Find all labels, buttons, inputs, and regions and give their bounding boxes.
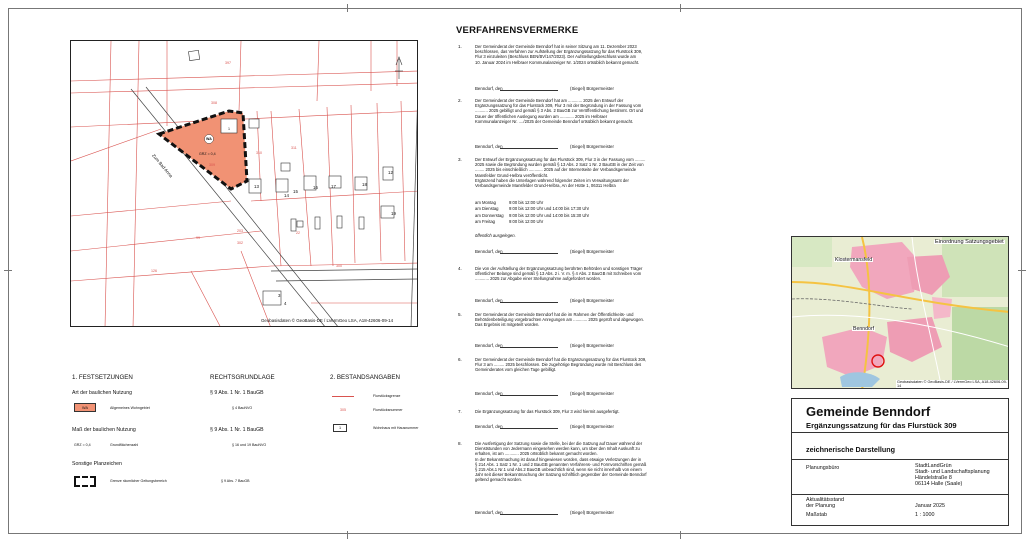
parcel-number: 99 [196, 236, 200, 240]
legend-sonstige-title: Sonstige Planzeichen [72, 461, 122, 467]
hours-day: am Freitag [475, 219, 496, 225]
hours-time: 9:00 bis 12:00 Uhr [509, 200, 544, 205]
step-text: Der Gemeinderat der Gemeinde Benndorf hat in seiner Sitzung am 11. Dezember 2023 beschlossen, das Verfahren zur Aufstellung der Ergänzungssatzung für das Flurstück 309, Flur 3 einzuleiten (Beschluss BEN/BV/147/2023). Der Aufstellungsbeschluss wurde am 10. Januar 2024 im Helbraer Kommunalanzeiger Nr. 1/2024 ortsüblich bekannt gemacht. [475, 44, 643, 65]
signature-place: Benndorf, den [475, 391, 503, 396]
fold-mark [1018, 270, 1026, 271]
signature-line [500, 148, 558, 149]
signature-line [500, 514, 558, 515]
hausnummer-symbol-label: 1 [338, 426, 342, 430]
opening-hours [475, 200, 655, 226]
zone-code: WA [206, 137, 212, 141]
step-text: Der Gemeinderat der Gemeinde Benndorf hat am ............ 2025 den Entwurf der Ergänzungssatzung für das Flurstück 309, Flur 3 mit der Begründung in der Fassung vom ........... 2025 gebilligt und gemäß § 3 Abs. 2 BauGB zur Veröffentlichung bestimmt. Ort und Dauer der öffentlichen Auslegung wurden am ............ 2025 im Helbraer Kommunalanzeiger Nr. ..../2025 der Gemeinde Benndorf ortsüblich bekannt gemacht. [475, 98, 643, 124]
house-number: 16 [313, 185, 318, 190]
overview-map-drawing [792, 237, 1009, 389]
cadastral-map [70, 40, 418, 327]
legend-bestand-title: 2. BESTANDSANGABEN [330, 374, 401, 381]
legend-art-title: Art der baulichen Nutzung [72, 390, 132, 396]
house-number: 15 [293, 189, 298, 194]
parcel-number: 310 [256, 151, 262, 155]
fold-mark [4, 270, 12, 271]
legend-grz-symbol: GRZ = 0,4 [74, 443, 91, 447]
ausgelegen-text: öffentlich ausgelegen. [475, 233, 516, 238]
parcel-number: 302 [237, 241, 243, 245]
step-number: 7. [458, 409, 462, 414]
overview-label-benndorf: Benndorf [853, 326, 875, 332]
step-number: 5. [458, 312, 462, 317]
legend-wa-label: Allgemeines Wohngebiet [110, 406, 150, 410]
flurstuecksgrenze-symbol [332, 396, 354, 397]
overview-map [791, 236, 1009, 389]
house-number: 18 [362, 182, 367, 187]
parcel-number: 309 [209, 163, 215, 167]
signature-role: (Siegel) Bürgermeister [570, 86, 614, 91]
parcel-number: 300 [336, 264, 342, 268]
legend-mass-ref: § 9 Abs. 1 Nr. 1 BauGB [210, 427, 264, 433]
signature-line [500, 90, 558, 91]
house-number: 12 [388, 170, 393, 175]
wa-swatch-label: WA [82, 406, 88, 410]
signature-role: (Siegel) Bürgermeister [570, 343, 614, 348]
step-number: 8. [458, 441, 462, 446]
legend-grenze-label: Grenze räumlicher Geltungsbereich [110, 479, 167, 483]
step-text: Der Gemeinderat der Gemeinde Benndorf hat die im Rahmen der Öffentlichkeits- und Behördenbeteiligung vorgebrachten Anregungen am ............ 2025 geprüft und abgewogen. Das Ergebnis ist mitgeteilt worden. [475, 312, 645, 328]
house-number: 4 [284, 301, 287, 306]
grz-value: GRZ = 0,4 [199, 152, 216, 156]
step-number: 4. [458, 266, 462, 271]
legend-flurstuecksnummer: Flurstücksnummer [373, 408, 403, 412]
step-text: Die Ausfertigung der Satzung sowie die Stelle, bei der die Satzung auf Dauer während der Dienststunden von Jedermann eingesehen werden kann, um über den Inhalt Auskunft zu erhalten, ist am ............ 2025 ortsüblich bekannt gemacht worden. In der Bekanntmachung ist darauf hingewiesen worden, dass etwaige Verletzungen der in § 214 Abs. 1 Satz 1 Nr. 1 und 2 BauGB genannten Verfahrens- und Formvorschriften gemäß § 215 Abs.1 Nr.1 und Abs.2 BauGB unbeachtlich sind, wenn sie nicht innerhalb von einem Jahr seit dieser Bekanntmachung der Satzung schriftlich gegenüber der Gemeinde Benndorf geltend gemacht worden. [475, 441, 647, 483]
aktualitaet-label-2: der Planung [806, 503, 836, 509]
signature-place: Benndorf, den [475, 86, 503, 91]
hours-time: 9:00 bis 12:00 Uhr und 14:00 bis 17:30 Uhr [509, 206, 590, 212]
legend-festsetzungen-title: 1. FESTSETZUNGEN [72, 374, 133, 381]
hours-time: 9:00 bis 12:00 Uhr [509, 219, 544, 225]
legend-rechtsgrundlage-title: RECHTSGRUNDLAGE [210, 374, 275, 381]
legend-flurstuecksgrenze: Flurstücksgrenze [373, 394, 401, 398]
parcel-number: 22 [296, 231, 300, 235]
step-text: Der Gemeinderat der Gemeinde Benndorf hat die Ergänzungssatzung für das Flurstück 309, Flur 3 am ......... 2025 beschlossen. Die zugehörige Begründung wurde mit Beschluss des Gemeinderates vom gleichen Tage gebilligt. [475, 357, 647, 373]
planungsbuero-label: Planungsbüro [806, 465, 840, 471]
house-number: 14 [284, 193, 289, 198]
massstab-value: 1 : 1000 [915, 512, 935, 518]
legend-flurstuecksnummer-symbol: 305 [340, 408, 346, 412]
parcel-number: 203 [237, 229, 243, 233]
fold-mark [680, 531, 681, 539]
signature-role: (Siegel) Bürgermeister [570, 298, 614, 303]
hours-day: am Montag [475, 200, 496, 205]
title-block-divider [791, 432, 1009, 433]
legend-grz-ref: § 16 und 19 BauNVO [232, 443, 267, 447]
wa-swatch [74, 403, 96, 412]
legend-hausnummer: Wohnhaus mit Hausnummer [373, 426, 419, 430]
darstellung-title: zeichnerische Darstellung [806, 445, 896, 454]
signature-place: Benndorf, den [475, 343, 503, 348]
parcel-number: 397 [225, 61, 231, 65]
step-text: Der Entwurf der Ergänzungssatzung für das Flurstück 309, Flur 3 in der Fassung vom ......... 2025 sowie die Begründung wurden gemäß § 13 Abs. 2 Satz 1 Nr. 2 BauGB in der Zeit von ........ 2025 bis einschließlich ............ 2025 auf der Internetseite der Verbandsgemeinde Mansfelder Grund-Helbra veröffentlicht. Ergänzend haben die Unterlagen während folgender Zeiten im Verwaltungsamt der Verbandsgemeinde Mansfelder Grund-Helbra, An der Hütte 1, 06311 Helbra [475, 157, 646, 189]
hours-time: 9:00 bis 12:00 Uhr und 14:00 bis 15:30 Uhr [509, 212, 590, 218]
parcel-number: 1 [228, 127, 230, 131]
signature-line [500, 347, 558, 348]
house-number: 13 [254, 184, 259, 189]
boundary-symbol [74, 476, 96, 487]
step-number: 2. [458, 98, 462, 103]
hours-day: am Donnerstag [475, 212, 504, 218]
signature-role: (Siegel) Bürgermeister [570, 510, 614, 515]
buero-city: 06114 Halle (Saale) [915, 481, 963, 487]
fold-mark [347, 4, 348, 12]
aktualitaet-label: Aktualitätsstand [806, 497, 845, 503]
hours-row [475, 219, 655, 225]
step-number: 3. [458, 157, 462, 162]
signature-role: (Siegel) Bürgermeister [570, 424, 614, 429]
overview-label-klostermansfeld: Klostermansfeld [835, 257, 873, 263]
title-block-divider [791, 494, 1009, 495]
legend-grenze-ref: § 9 Abs. 7 BauGB [221, 479, 250, 483]
verfahren-title: VERFAHRENSVERMERKE [456, 25, 579, 36]
parcel-number: 308 [211, 101, 217, 105]
house-number: 19 [391, 211, 396, 216]
hours-day: am Dienstag [475, 206, 499, 212]
overview-copyright: Geobasisdaten © GeoBasis-DE / LVermGeo LSA, A18-42606-09-14 [897, 380, 1007, 389]
map-copyright: Geobasisdaten © GeoBasis-DE / LVermGeo LSA, A18-42606-09-14 [261, 318, 394, 323]
signature-line [500, 302, 558, 303]
legend-art-ref: § 9 Abs. 1 Nr. 1 BauGB [210, 390, 264, 396]
house-number: 3 [278, 293, 281, 298]
fold-mark [347, 531, 348, 539]
legend-wa-ref: § 4 BauNVO [232, 406, 253, 410]
signature-role: (Siegel) Bürgermeister [570, 391, 614, 396]
fold-mark [680, 4, 681, 12]
signature-place: Benndorf, den [475, 424, 503, 429]
house-number: 17 [331, 184, 336, 189]
buero-name: StadtLandGrün [915, 463, 952, 469]
overview-label-area: Einordnung Satzungsgebiet [935, 239, 1004, 245]
step-number: 6. [458, 357, 462, 362]
step-text: Die Ergänzungssatzung für das Flurstück 309, Flur 3 wird hiermit ausgefertigt. [475, 409, 620, 414]
parcel-number: 126 [151, 269, 157, 273]
signature-line [500, 253, 558, 254]
gemeinde-title: Gemeinde Benndorf [806, 404, 931, 419]
hausnummer-symbol [333, 424, 347, 432]
legend-mass-title: Maß der baulichen Nutzung [72, 427, 136, 433]
signature-role: (Siegel) Bürgermeister [570, 144, 614, 149]
parcel-number: 311 [291, 146, 297, 150]
buero-street: Händelstraße 8 [915, 475, 952, 481]
aktualitaet-value: Januar 2025 [915, 503, 945, 509]
step-text: Die von der Aufstellung der Ergänzungssatzung berührten Behörden und sonstigen Träger öffentlicher Belange sind gemäß § 13 Abs. 2 i. V. m. § 4 Abs. 2 BauGB mit Schreiben vom ............ 2025 zur Abgabe einer Stellungnahme aufgefordert worden. [475, 266, 643, 282]
signature-line [500, 428, 558, 429]
title-block-divider [791, 459, 1009, 460]
signature-place: Benndorf, den [475, 510, 503, 515]
signature-place: Benndorf, den [475, 144, 503, 149]
step-number: 1. [458, 44, 462, 49]
satzung-title: Ergänzungssatzung für das Flurstück 309 [806, 421, 957, 430]
legend-grz-label: Grundflächenzahl [110, 443, 139, 447]
buero-subtitle: Stadt- und Landschaftsplanung [915, 469, 990, 475]
street-name: Zum Bad Anna [151, 153, 174, 179]
massstab-label: Maßstab [806, 512, 827, 518]
signature-line [500, 395, 558, 396]
signature-place: Benndorf, den [475, 298, 503, 303]
signature-role: (Siegel) Bürgermeister [570, 249, 614, 254]
signature-place: Benndorf, den [475, 249, 503, 254]
